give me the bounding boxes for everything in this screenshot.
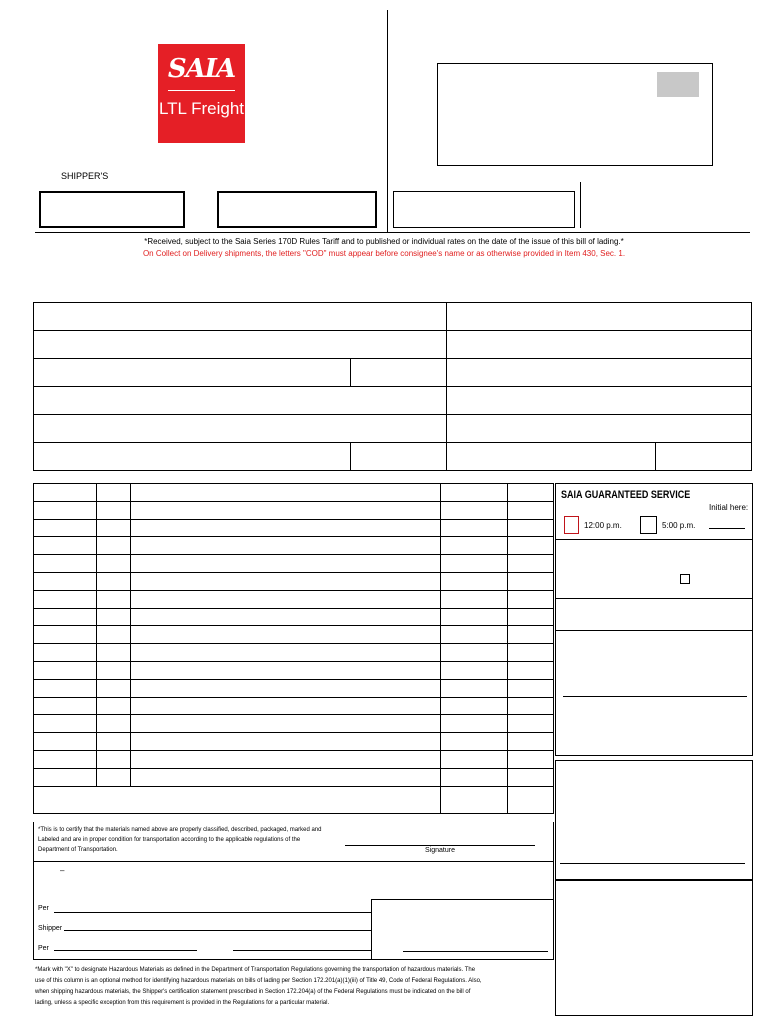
consignee-zip-divider <box>350 442 351 471</box>
footnote-line2: use of this column is an optional method for identifying hazardous materials on bills of lading per Section 172.201(a)(1)(iii) of Title 49, Code of Federal Regulations. Also, <box>35 978 482 984</box>
logo-brand: SAIA <box>167 54 236 84</box>
stamp-area <box>657 72 699 97</box>
logo-divider <box>168 90 235 91</box>
footnote-line1: *Mark with "X" to designate Hazardous Materials as defined in the Department of Transportation Regulations governing the transportation of hazardous materials. The <box>35 967 476 973</box>
billto-zip-divider <box>655 442 656 471</box>
charges-panel <box>555 880 753 1016</box>
certification-line3: Department of Transportation. <box>38 847 118 853</box>
table-total-row <box>34 786 554 813</box>
table-row <box>34 661 554 679</box>
table-row <box>34 555 554 573</box>
cod-panel <box>555 760 753 880</box>
five-pm-checkbox[interactable] <box>640 516 657 534</box>
per-line-2 <box>54 950 197 951</box>
header-rule <box>35 232 750 233</box>
carrier-sign-line <box>403 951 548 952</box>
date-field[interactable] <box>217 191 377 228</box>
shipper-sign-line <box>64 930 371 931</box>
table-row <box>34 626 554 644</box>
cod-sign-line <box>560 863 745 864</box>
five-pm-option-label: 5:00 p.m. <box>662 521 696 530</box>
footnote-line4: lading, unless a specific exception from this requirement is provided in the Regulations for a particular material. <box>35 1000 330 1006</box>
table-row <box>34 768 554 786</box>
saia-logo <box>158 44 245 143</box>
per-line-1 <box>54 912 371 913</box>
per-label-1: Per <box>38 905 49 912</box>
table-row <box>34 679 554 697</box>
initial-label: Initial here: <box>709 503 749 512</box>
panel-divider <box>555 539 753 540</box>
certification-signature-line <box>345 845 535 846</box>
logo-subtitle: LTL Freight <box>158 99 245 118</box>
shipper-number-field[interactable] <box>39 191 185 228</box>
received-notice: *Received, subject to the Saia Series 170D Rules Tariff and to published or individual rates on the date of the issue of this bill of lading.* <box>144 237 624 246</box>
table-row <box>34 519 554 537</box>
shipper-sign-label: Shipper <box>38 925 63 932</box>
certification-line1: *This is to certify that the materials named above are properly classified, described, packaged, marked and <box>38 827 322 833</box>
noon-option-label: 12:00 p.m. <box>584 521 622 530</box>
table-row <box>34 608 554 626</box>
header-divider <box>387 10 388 232</box>
bol-number-field[interactable] <box>393 191 575 228</box>
shipper-label: SHIPPER'S <box>61 171 109 181</box>
initial-line <box>709 528 745 529</box>
table-row <box>34 590 554 608</box>
option-checkbox[interactable] <box>680 574 690 584</box>
table-row <box>34 715 554 733</box>
footnote-line3: when shipping hazardous materials, the Shipper's certification statement prescribed in Section 172.204(a) of the Federal Regulations must be indicated on the bill of <box>35 989 471 995</box>
table-row <box>34 572 554 590</box>
table-row <box>34 644 554 662</box>
per-line-3 <box>233 950 371 951</box>
address-row-line <box>33 386 752 387</box>
signature-label: Signature <box>425 847 455 854</box>
table-row <box>34 484 554 502</box>
field-divider <box>580 182 581 228</box>
panel-divider <box>555 598 753 599</box>
table-row <box>34 750 554 768</box>
panel-sign-line <box>563 696 747 697</box>
certification-line2: Labeled and are in proper condition for transportation according to the applicable regulations of the <box>38 837 301 843</box>
cod-notice: On Collect on Delivery shipments, the letters "COD" must appear before consignee's name or as otherwise provided in Item 430, Sec. 1. <box>142 249 626 258</box>
table-row <box>34 697 554 715</box>
per-label-2: Per <box>38 945 49 952</box>
signature-dash: – <box>60 866 65 875</box>
panel-divider <box>555 630 753 631</box>
address-row-line <box>33 358 752 359</box>
table-row <box>34 537 554 555</box>
address-row-line <box>33 442 752 443</box>
address-row-line <box>33 414 752 415</box>
shipper-zip-divider <box>350 358 351 386</box>
address-row-line <box>33 330 752 331</box>
noon-checkbox[interactable] <box>564 516 579 534</box>
commodity-table <box>33 483 554 814</box>
table-row <box>34 501 554 519</box>
table-row <box>34 733 554 751</box>
guaranteed-title: SAIA GUARANTEED SERVICE <box>561 489 691 501</box>
